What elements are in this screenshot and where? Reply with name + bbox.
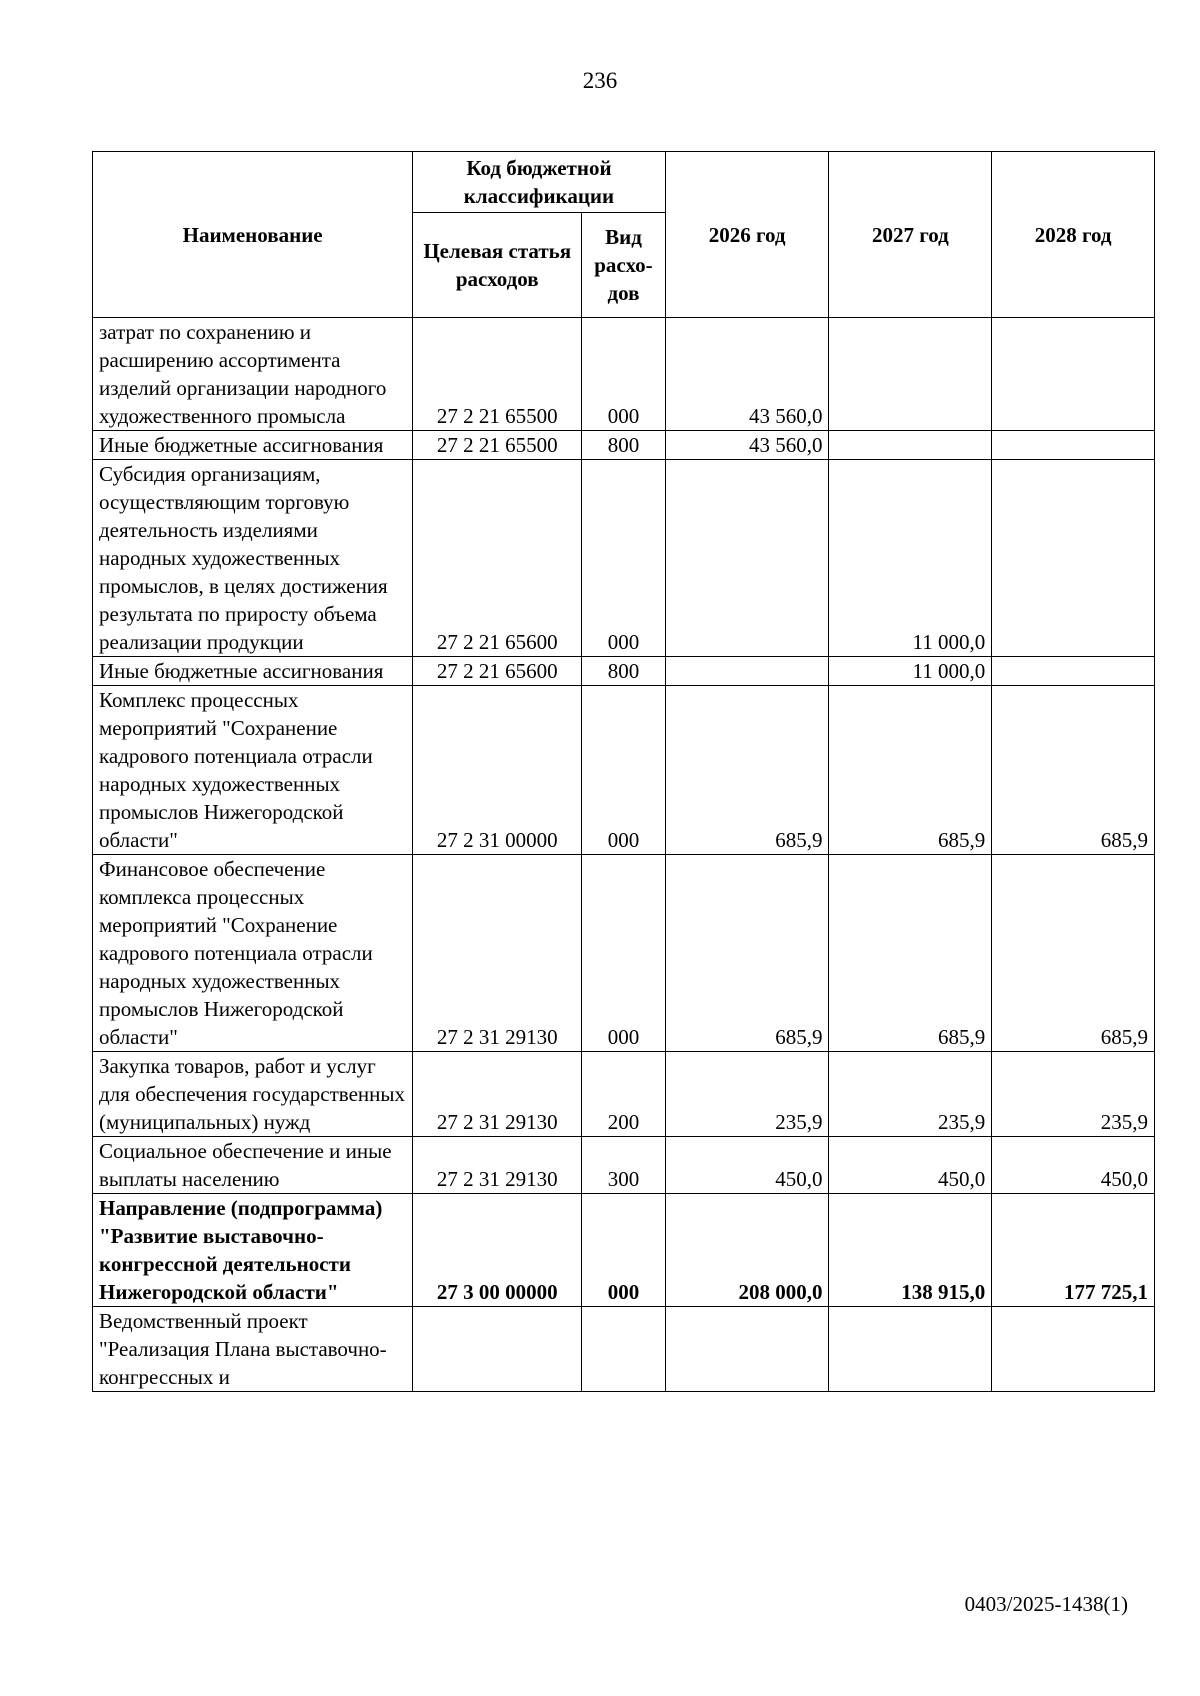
table-row	[93, 686, 1155, 855]
row-target-article: 27 2 31 00000	[413, 686, 582, 855]
row-name: Направление (подпрограмма) "Развитие выставочно-конгрессной деятельности Нижегородской области"	[93, 1194, 413, 1307]
row-amount-2028	[992, 318, 1155, 431]
row-target-article: 27 2 21 65500	[413, 431, 582, 460]
row-expense-type: 000	[582, 686, 665, 855]
row-amount-2028: 685,9	[992, 686, 1155, 855]
row-expense-type	[582, 1307, 665, 1392]
row-target-article: 27 2 21 65500	[413, 318, 582, 431]
row-expense-type: 000	[582, 1194, 665, 1307]
row-amount-2026	[665, 657, 829, 686]
row-amount-2026	[665, 460, 829, 657]
row-amount-2028: 450,0	[992, 1137, 1155, 1194]
row-target-article: 27 2 31 29130	[413, 855, 582, 1052]
row-name: Комплекс процессных мероприятий "Сохранение кадрового потенциала отрасли народных художественных промыслов Нижегородской области"	[93, 686, 413, 855]
row-amount-2026: 235,9	[665, 1052, 829, 1137]
budget-table	[92, 151, 1155, 1392]
row-expense-type: 000	[582, 855, 665, 1052]
row-expense-type: 200	[582, 1052, 665, 1137]
table-row	[93, 1052, 1155, 1137]
row-target-article: 27 3 00 00000	[413, 1194, 582, 1307]
row-target-article: 27 2 31 29130	[413, 1137, 582, 1194]
row-amount-2028: 235,9	[992, 1052, 1155, 1137]
row-amount-2027: 11 000,0	[829, 460, 992, 657]
row-name: Финансовое обеспечение комплекса процессных мероприятий "Сохранение кадрового потенциала отрасли народных художественных промыслов Нижегородской области"	[93, 855, 413, 1052]
table-row	[93, 1307, 1155, 1392]
row-amount-2027	[829, 1307, 992, 1392]
row-amount-2028	[992, 657, 1155, 686]
row-name: затрат по сохранению и расширению ассортимента изделий организации народного художественного промысла	[93, 318, 413, 431]
table-row	[93, 1137, 1155, 1194]
row-expense-type: 800	[582, 657, 665, 686]
row-amount-2028	[992, 431, 1155, 460]
row-name: Иные бюджетные ассигнования	[93, 431, 413, 460]
page-number: 236	[582, 68, 618, 93]
row-amount-2027: 138 915,0	[829, 1194, 992, 1307]
row-amount-2026: 208 000,0	[665, 1194, 829, 1307]
row-target-article	[413, 1307, 582, 1392]
header-target-article: Целевая статья расходов	[413, 213, 582, 318]
row-name: Закупка товаров, работ и услуг для обеспечения государственных (муниципальных) нужд	[93, 1052, 413, 1137]
row-amount-2027: 11 000,0	[829, 657, 992, 686]
row-amount-2026: 43 560,0	[665, 318, 829, 431]
row-amount-2026	[665, 1307, 829, 1392]
row-target-article: 27 2 21 65600	[413, 657, 582, 686]
row-amount-2027: 685,9	[829, 855, 992, 1052]
row-amount-2027: 685,9	[829, 686, 992, 855]
table-row	[93, 855, 1155, 1052]
header-classification: Код бюджетной классификации	[413, 152, 665, 213]
row-expense-type: 800	[582, 431, 665, 460]
row-name: Субсидия организациям, осуществляющим торговую деятельность изделиями народных художественных промыслов, в целях достижения результата по приросту объема реализации продукции	[93, 460, 413, 657]
table-row	[93, 1194, 1155, 1307]
row-amount-2028: 685,9	[992, 855, 1155, 1052]
header-name: Наименование	[93, 152, 413, 318]
row-amount-2028	[992, 1307, 1155, 1392]
row-amount-2028	[992, 460, 1155, 657]
header-expense-type: Вид расхо-дов	[582, 213, 665, 318]
table-row	[93, 460, 1155, 657]
table-row	[93, 318, 1155, 431]
row-expense-type: 000	[582, 318, 665, 431]
row-amount-2026: 685,9	[665, 686, 829, 855]
row-amount-2026: 685,9	[665, 855, 829, 1052]
row-expense-type: 000	[582, 460, 665, 657]
row-amount-2027: 450,0	[829, 1137, 992, 1194]
row-expense-type: 300	[582, 1137, 665, 1194]
row-amount-2027	[829, 431, 992, 460]
document-id: 0403/2025-1438(1)	[964, 1592, 1128, 1616]
row-target-article: 27 2 21 65600	[413, 460, 582, 657]
header-year-2026: 2026 год	[665, 152, 829, 318]
row-target-article: 27 2 31 29130	[413, 1052, 582, 1137]
row-name: Ведомственный проект "Реализация Плана выставочно-конгрессных и	[93, 1307, 413, 1392]
row-name: Иные бюджетные ассигнования	[93, 657, 413, 686]
row-amount-2028: 177 725,1	[992, 1194, 1155, 1307]
table-row	[93, 657, 1155, 686]
header-year-2027: 2027 год	[829, 152, 992, 318]
row-amount-2027: 235,9	[829, 1052, 992, 1137]
row-name: Социальное обеспечение и иные выплаты населению	[93, 1137, 413, 1194]
row-amount-2027	[829, 318, 992, 431]
row-amount-2026: 450,0	[665, 1137, 829, 1194]
header-year-2028: 2028 год	[992, 152, 1155, 318]
row-amount-2026: 43 560,0	[665, 431, 829, 460]
table-row	[93, 431, 1155, 460]
